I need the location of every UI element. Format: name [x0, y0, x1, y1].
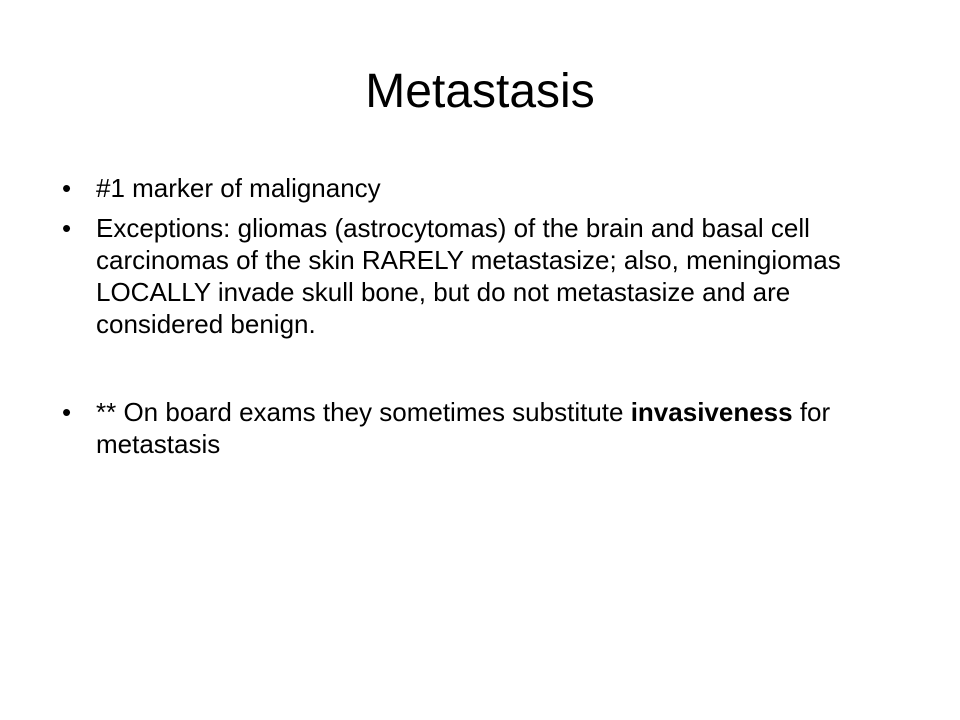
bullet-text-bold: invasiveness: [630, 397, 793, 427]
bullet-text: Exceptions: gliomas (astrocytomas) of the brain and basal cell carcinomas of the skin RARELY metastasize; also, meningiomas LOCALLY invade skull bone, but do not metastasize and are considered benign.: [96, 213, 841, 339]
bullet-point-icon: •: [62, 397, 72, 427]
bullet-list: [62, 172, 922, 468]
bullet-item-exceptions: [62, 212, 922, 340]
bullet-item-marker: [62, 172, 922, 204]
bullet-point-icon: •: [62, 173, 72, 203]
bullet-text-after: for metastasis: [96, 397, 831, 459]
bullet-item-board-exams: [62, 396, 922, 460]
bullet-text-before: ** On board exams they sometimes substitute: [96, 397, 631, 427]
bullet-point-icon: •: [62, 213, 72, 243]
bullet-text: #1 marker of malignancy: [96, 173, 381, 203]
slide-title: Metastasis: [365, 65, 595, 118]
